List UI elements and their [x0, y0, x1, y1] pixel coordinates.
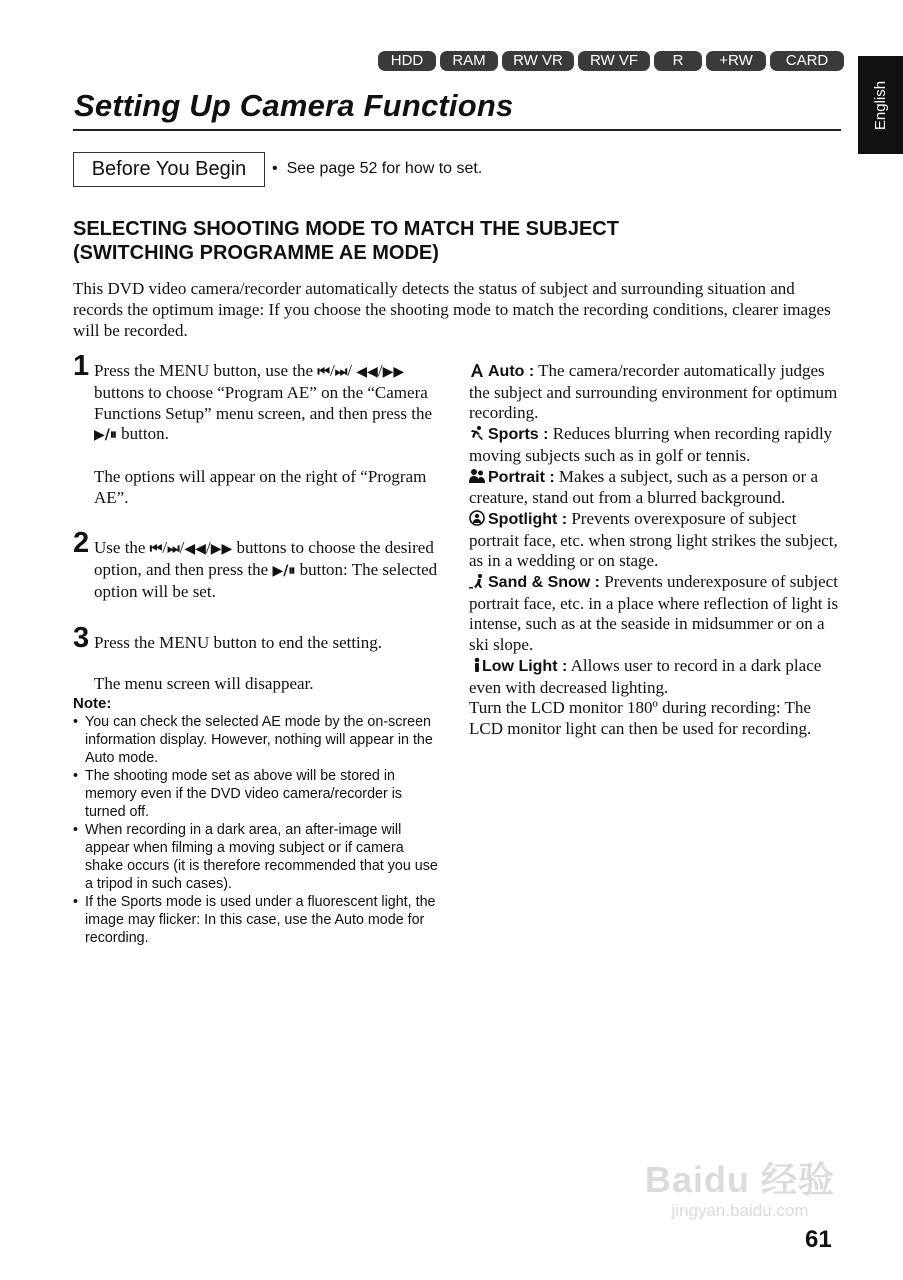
language-tab [858, 56, 903, 154]
play-pause-icon: ▶/⏸ [94, 427, 117, 444]
mode-name: Sand & Snow : [488, 574, 600, 592]
step-text-part: buttons to choose the desired option, and then press the [94, 538, 434, 580]
portrait-icon [469, 468, 485, 484]
mode-portrait [469, 467, 845, 509]
step-text [94, 624, 445, 695]
page-title: Setting Up Camera Functions [74, 88, 514, 123]
note-item: • The shooting mode set as above will be stored in memory even if the DVD video camera/recorder is turned off. [73, 767, 445, 821]
mode-sports [469, 424, 845, 466]
mode-low-light [469, 656, 845, 698]
media-type-tabs [378, 51, 844, 71]
step-text-part: Press the MENU button to end the setting. [94, 632, 383, 652]
step-text-part: Use the [94, 538, 146, 558]
section-heading [73, 217, 833, 265]
language-label: English [872, 80, 890, 130]
step-text [94, 529, 445, 602]
skip-back-icon: ⏮ [317, 364, 330, 380]
modes-column [469, 361, 845, 740]
mode-sand-snow [469, 572, 845, 656]
note-title: Note: [73, 695, 112, 712]
step-text-part: Press the MENU button, use the [94, 361, 314, 380]
sand-snow-icon [469, 573, 485, 589]
mode-name: Portrait : [488, 468, 555, 486]
before-you-begin-note-text: See page 52 for how to set. [286, 160, 483, 177]
before-you-begin-label: Before You Begin [91, 158, 247, 180]
low-light-extra: Turn the LCD monitor 180º during recording: The LCD monitor light can then be used for recording. [469, 698, 812, 738]
bullet-icon: • [272, 160, 278, 177]
mode-auto [469, 361, 845, 424]
note-item: • You can check the selected AE mode by the on-screen information display. However, nothing will appear in the Auto mode. [73, 713, 445, 767]
note-item: • When recording in a dark area, an after-image will appear when filming a moving subject or if camera shake occurs (it is therefore recommended that you use a tripod in such cases). [73, 821, 445, 893]
media-tab-rw-vf: RW VF [578, 51, 650, 71]
step-subtext: The options will appear on the right of “Program AE”. [94, 466, 427, 507]
slash: / [377, 361, 383, 380]
step-text-part: button. [121, 424, 169, 444]
play-pause-icon: ▶/⏸ [272, 563, 296, 580]
mode-name: Sports : [488, 426, 549, 444]
step-subtext: The menu screen will disappear. [94, 674, 314, 694]
before-you-begin-box [73, 152, 265, 187]
step-text-part: buttons to choose “Program AE” on the “Camera Functions Setup” menu screen, and then press the [94, 382, 433, 423]
mode-desc: Allows user to record in a dark place even with decreased lighting. [469, 655, 822, 697]
mode-desc: The camera/recorder automatically judges the subject and surrounding environment for optimum recording. [469, 361, 838, 423]
mode-name: Low Light : [482, 657, 568, 675]
mode-name: Auto : [488, 363, 535, 380]
media-tab-r: R [654, 51, 702, 71]
mode-desc: Reduces blurring when recording rapidly moving subjects such as in golf or tennis. [469, 424, 833, 465]
note-item: • If the Sports mode is used under a fluorescent light, the image may flicker: In this case, use the Auto mode for recording. [73, 893, 445, 947]
auto-icon [469, 362, 485, 378]
step-text-part: button: The selected option will be set. [94, 560, 438, 601]
slash: / [162, 538, 168, 558]
before-you-begin-note [272, 160, 482, 178]
low-light-icon [469, 657, 479, 673]
fast-forward-icon: ▶▶ [382, 364, 405, 380]
title-rule [73, 129, 841, 131]
step-1 [73, 352, 445, 509]
section-heading-line1: SELECTING SHOOTING MODE TO MATCH THE SUBJECT [73, 218, 619, 240]
slash: / [329, 361, 335, 380]
intro-paragraph: This DVD video camera/recorder automatically detects the status of subject and surrounding situation and records the optimum image: If you choose the shooting mode to match the recording conditions, clearer images will be recorded. [73, 279, 831, 340]
slash: / [179, 538, 185, 558]
media-tab-ram: RAM [440, 51, 498, 71]
mode-desc: Prevents overexposure of subject portrait face, etc. when strong light strikes the subject, as in a wedding or on stage. [469, 508, 838, 571]
mode-name: Spotlight : [488, 510, 568, 528]
slash: / [205, 538, 211, 558]
watermark-logo: Baidu 经验 [644, 1159, 835, 1200]
media-tab-rw-vr: RW VR [502, 51, 574, 71]
step-number: 2 [73, 527, 90, 560]
rewind-icon: ◀◀ [356, 364, 378, 380]
notes-list [73, 713, 445, 947]
media-tab-plus-rw: +RW [706, 51, 766, 71]
media-tab-hdd: HDD [378, 51, 436, 71]
step-3 [73, 621, 445, 695]
mode-desc: Makes a subject, such as a person or a creature, stand out from a blurred background. [469, 466, 819, 508]
mode-spotlight [469, 509, 845, 572]
spotlight-icon [469, 510, 485, 526]
rewind-icon: ◀◀ [184, 541, 206, 558]
slash: / [347, 361, 353, 380]
media-tab-card: CARD [770, 51, 844, 71]
sports-icon [469, 425, 485, 441]
step-number: 1 [73, 350, 90, 382]
step-2 [73, 529, 445, 602]
skip-forward-icon: ⏭ [334, 364, 348, 380]
fast-forward-icon: ▶▶ [210, 541, 233, 558]
steps-column [73, 352, 445, 695]
section-heading-line2: (SWITCHING PROGRAMME AE MODE) [73, 242, 439, 264]
mode-desc: Prevents underexposure of subject portrait face, etc. in a place where reflection of light is intense, such as at the seaside in midsummer or on a ski slope. [469, 572, 839, 655]
skip-forward-icon: ⏭ [167, 541, 180, 558]
step-text [94, 352, 445, 509]
skip-back-icon: ⏮ [149, 541, 163, 558]
page-number: 61 [805, 1226, 832, 1253]
watermark-url: jingyan.baidu.com [671, 1201, 809, 1220]
watermark [640, 1160, 840, 1222]
step-number: 3 [73, 621, 90, 654]
